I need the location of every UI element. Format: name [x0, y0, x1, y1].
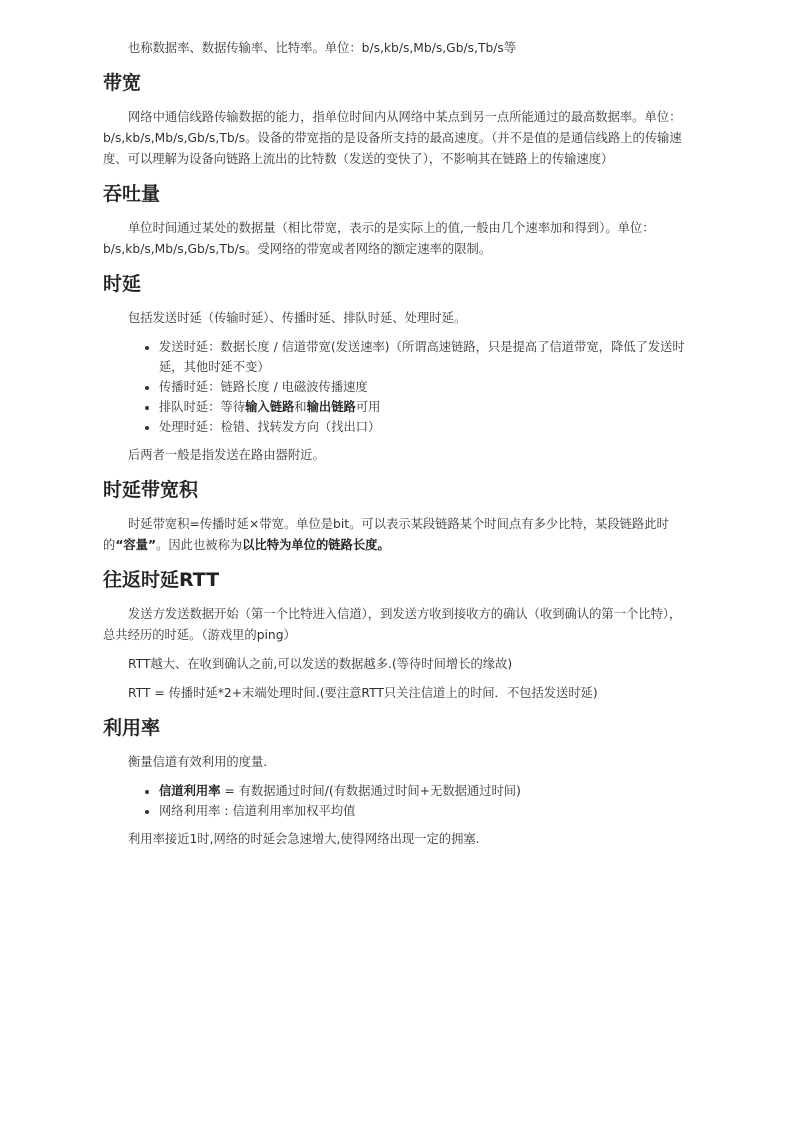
throughput-paragraph: 单位时间通过某处的数据量（相比带宽，表示的是实际上的值,一般由几个速率加和得到）。单位：b/s,kb/s,Mb/s,Gb/s,Tb/s。受网络的带宽或者网络的额定速率的限制。	[103, 221, 655, 256]
bandwidth-paragraph: 网络中通信线路传输数据的能力，指单位时间内从网络中某点到另一点所能通过的最高数据率。单位：b/s,kb/s,Mb/s,Gb/s,Tb/s。设备的带宽指的是设备所支持的最高速度。（并不是值的是通信线路上的传输速度、可以理解为设备向链路上流出的比特数（发送的变快了），不影响其在链路上的传输速度）	[103, 110, 682, 166]
list-item-channel-utilization	[159, 781, 688, 801]
list-item-send-delay: • 发送时延：数据长度 / 信道带宽(发送速率)（所谓高速链路，只是提高了信道带宽，降低了发送时延，其他时延不变）	[159, 337, 688, 377]
section-bandwidth	[103, 71, 688, 170]
queue-bold-output: 输出链路	[306, 400, 356, 414]
dbp-bold-length: 以比特为单位的链路长度。	[242, 538, 390, 552]
section-delay	[103, 272, 688, 466]
rtt-paragraph-2: RTT越大、在收到确认之前,可以发送的数据越多.(等待时间增长的缘故)	[128, 657, 513, 671]
section-rtt	[103, 568, 688, 704]
rtt-heading: 往返时延RTT	[103, 569, 220, 591]
queue-prefix: 排队时延：等待	[159, 400, 246, 414]
util-paragraph: 衡量信道有效利用的度量.	[128, 755, 268, 769]
dbp-heading: 时延带宽积	[103, 479, 199, 501]
delay-after-paragraph: 后两者一般是指发送在路由器附近。	[128, 448, 325, 462]
bandwidth-heading: 带宽	[103, 72, 142, 94]
queue-bold-input: 输入链路	[245, 400, 295, 414]
intro-paragraph: 也称数据率、数据传输率、比特率。单位：b/s,kb/s,Mb/s,Gb/s,Tb/s等	[128, 41, 517, 55]
dbp-text2: 。因此也被称为	[156, 538, 243, 552]
delay-paragraph: 包括发送时延（传输时延）、传播时延、排队时延、处理时延。	[128, 311, 467, 325]
dbp-text1: 时延带宽积=传播时延×带宽。单位是bit。可以表示某段链路某个时间点有多少比特，某段链路此时的	[103, 517, 669, 552]
channel-util-bold: 信道利用率	[159, 784, 221, 798]
section-throughput	[103, 182, 688, 260]
list-item-network-utilization: • 网络利用率 : 信道利用率加权平均值	[159, 801, 688, 821]
delay-heading: 时延	[103, 273, 142, 295]
rtt-paragraph-1: 发送方发送数据开始（第一个比特进入信道），到发送方收到接收方的确认（收到确认的第一个比特），总共经历的时延。（游戏里的ping）	[103, 607, 682, 642]
util-after-paragraph: 利用率接近1时,网络的时延会急速增大,使得网络出现一定的拥塞.	[128, 832, 480, 846]
throughput-heading: 吞吐量	[103, 183, 161, 205]
section-delay-bandwidth-product	[103, 478, 688, 556]
rtt-paragraph-3: RTT = 传播时延*2+末端处理时间.(要注意RTT只关注信道上的时间．不包括发送时延)	[128, 686, 598, 700]
util-heading: 利用率	[103, 717, 161, 739]
list-item-processing-delay: • 处理时延：检错、找转发方向（找出口）	[159, 417, 688, 437]
queue-suffix: 可用	[355, 400, 381, 414]
queue-mid: 和	[294, 400, 307, 414]
util-list	[103, 781, 688, 821]
dbp-bold-capacity: “容量”	[115, 538, 157, 552]
dbp-paragraph	[103, 514, 688, 556]
list-item-propagation-delay: • 传播时延：链路长度 / 电磁波传播速度	[159, 377, 688, 397]
section-utilization	[103, 716, 688, 850]
channel-util-rest: = 有数据通过时间/(有数据通过时间+无数据通过时间)	[220, 784, 521, 798]
list-item-queue-delay	[159, 397, 688, 417]
delay-list	[103, 337, 688, 437]
